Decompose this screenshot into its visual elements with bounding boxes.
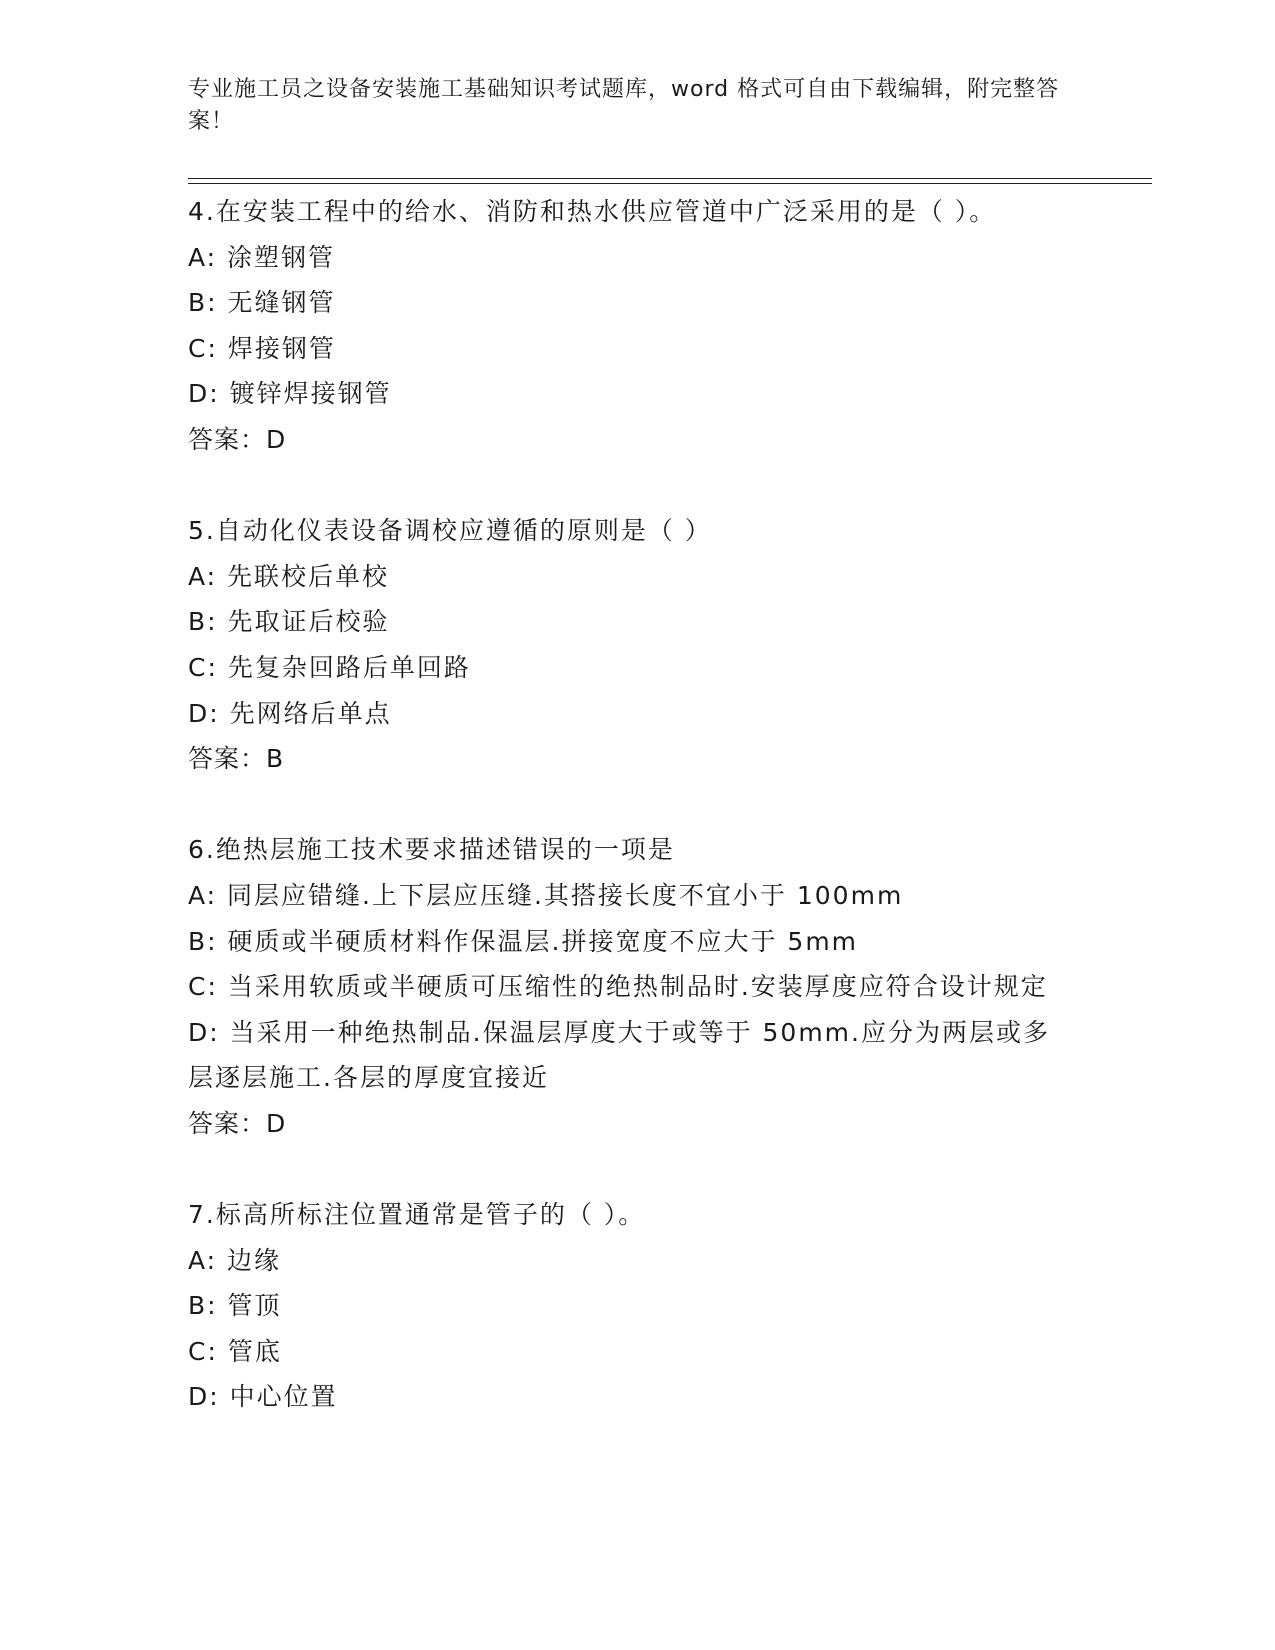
question-list (188, 189, 1088, 1420)
option-a: A: 先联校后单校 (188, 561, 390, 591)
option-a: A: 边缘 (188, 1245, 282, 1275)
question-text: 7.标高所标注位置通常是管子的（ ）。 (188, 1200, 646, 1230)
option-b: B: 无缝钢管 (188, 288, 336, 318)
question-text: 4.在安装工程中的给水、消防和热水供应管道中广泛采用的是（ ）。 (188, 197, 997, 226)
header-rule-top (188, 178, 1152, 179)
question-block-7 (188, 1192, 1088, 1420)
question-block-5 (188, 508, 1088, 782)
option-b: B: 管顶 (188, 1291, 282, 1321)
option-c: C: 管底 (188, 1336, 282, 1366)
question-block-6 (188, 827, 1088, 1146)
document-header: 专业施工员之设备安装施工基础知识考试题库，word 格式可自由下载编辑，附完整答案！ (188, 77, 1060, 134)
option-a: A: 同层应错缝.上下层应压缝.其搭接长度不宜小于 100mm (188, 880, 904, 910)
answer-text: 答案：D (188, 424, 287, 454)
question-spacer (188, 463, 1088, 509)
option-a: A: 涂塑钢管 (188, 242, 336, 272)
question-spacer (188, 1146, 1088, 1192)
option-b: B: 硬质或半硬质材料作保温层.拼接宽度不应大于 5mm (188, 926, 859, 956)
question-block-4 (188, 189, 1088, 463)
option-d: D: 中心位置 (188, 1382, 338, 1412)
option-d: D: 先网络后单点 (188, 698, 392, 728)
question-text: 6.绝热层施工技术要求描述错误的一项是 (188, 835, 675, 865)
answer-text: 答案：D (188, 1108, 287, 1138)
answer-text: 答案：B (188, 744, 285, 774)
option-b: B: 先取证后校验 (188, 607, 390, 637)
question-spacer (188, 782, 1088, 828)
option-c: C: 先复杂回路后单回路 (188, 652, 471, 682)
option-c: C: 焊接钢管 (188, 333, 336, 363)
header-rule-bottom (188, 183, 1152, 184)
option-c: C: 当采用软质或半硬质可压缩性的绝热制品时.安装厚度应符合设计规定 (188, 972, 1048, 1002)
option-d: D: 当采用一种绝热制品.保温层厚度大于或等于 50mm.应分为两层或多层逐层施工.各层的厚度宜接近 (188, 1017, 1050, 1093)
option-d: D: 镀锌焊接钢管 (188, 379, 392, 409)
question-text: 5.自动化仪表设备调校应遵循的原则是（ ） (188, 516, 712, 546)
